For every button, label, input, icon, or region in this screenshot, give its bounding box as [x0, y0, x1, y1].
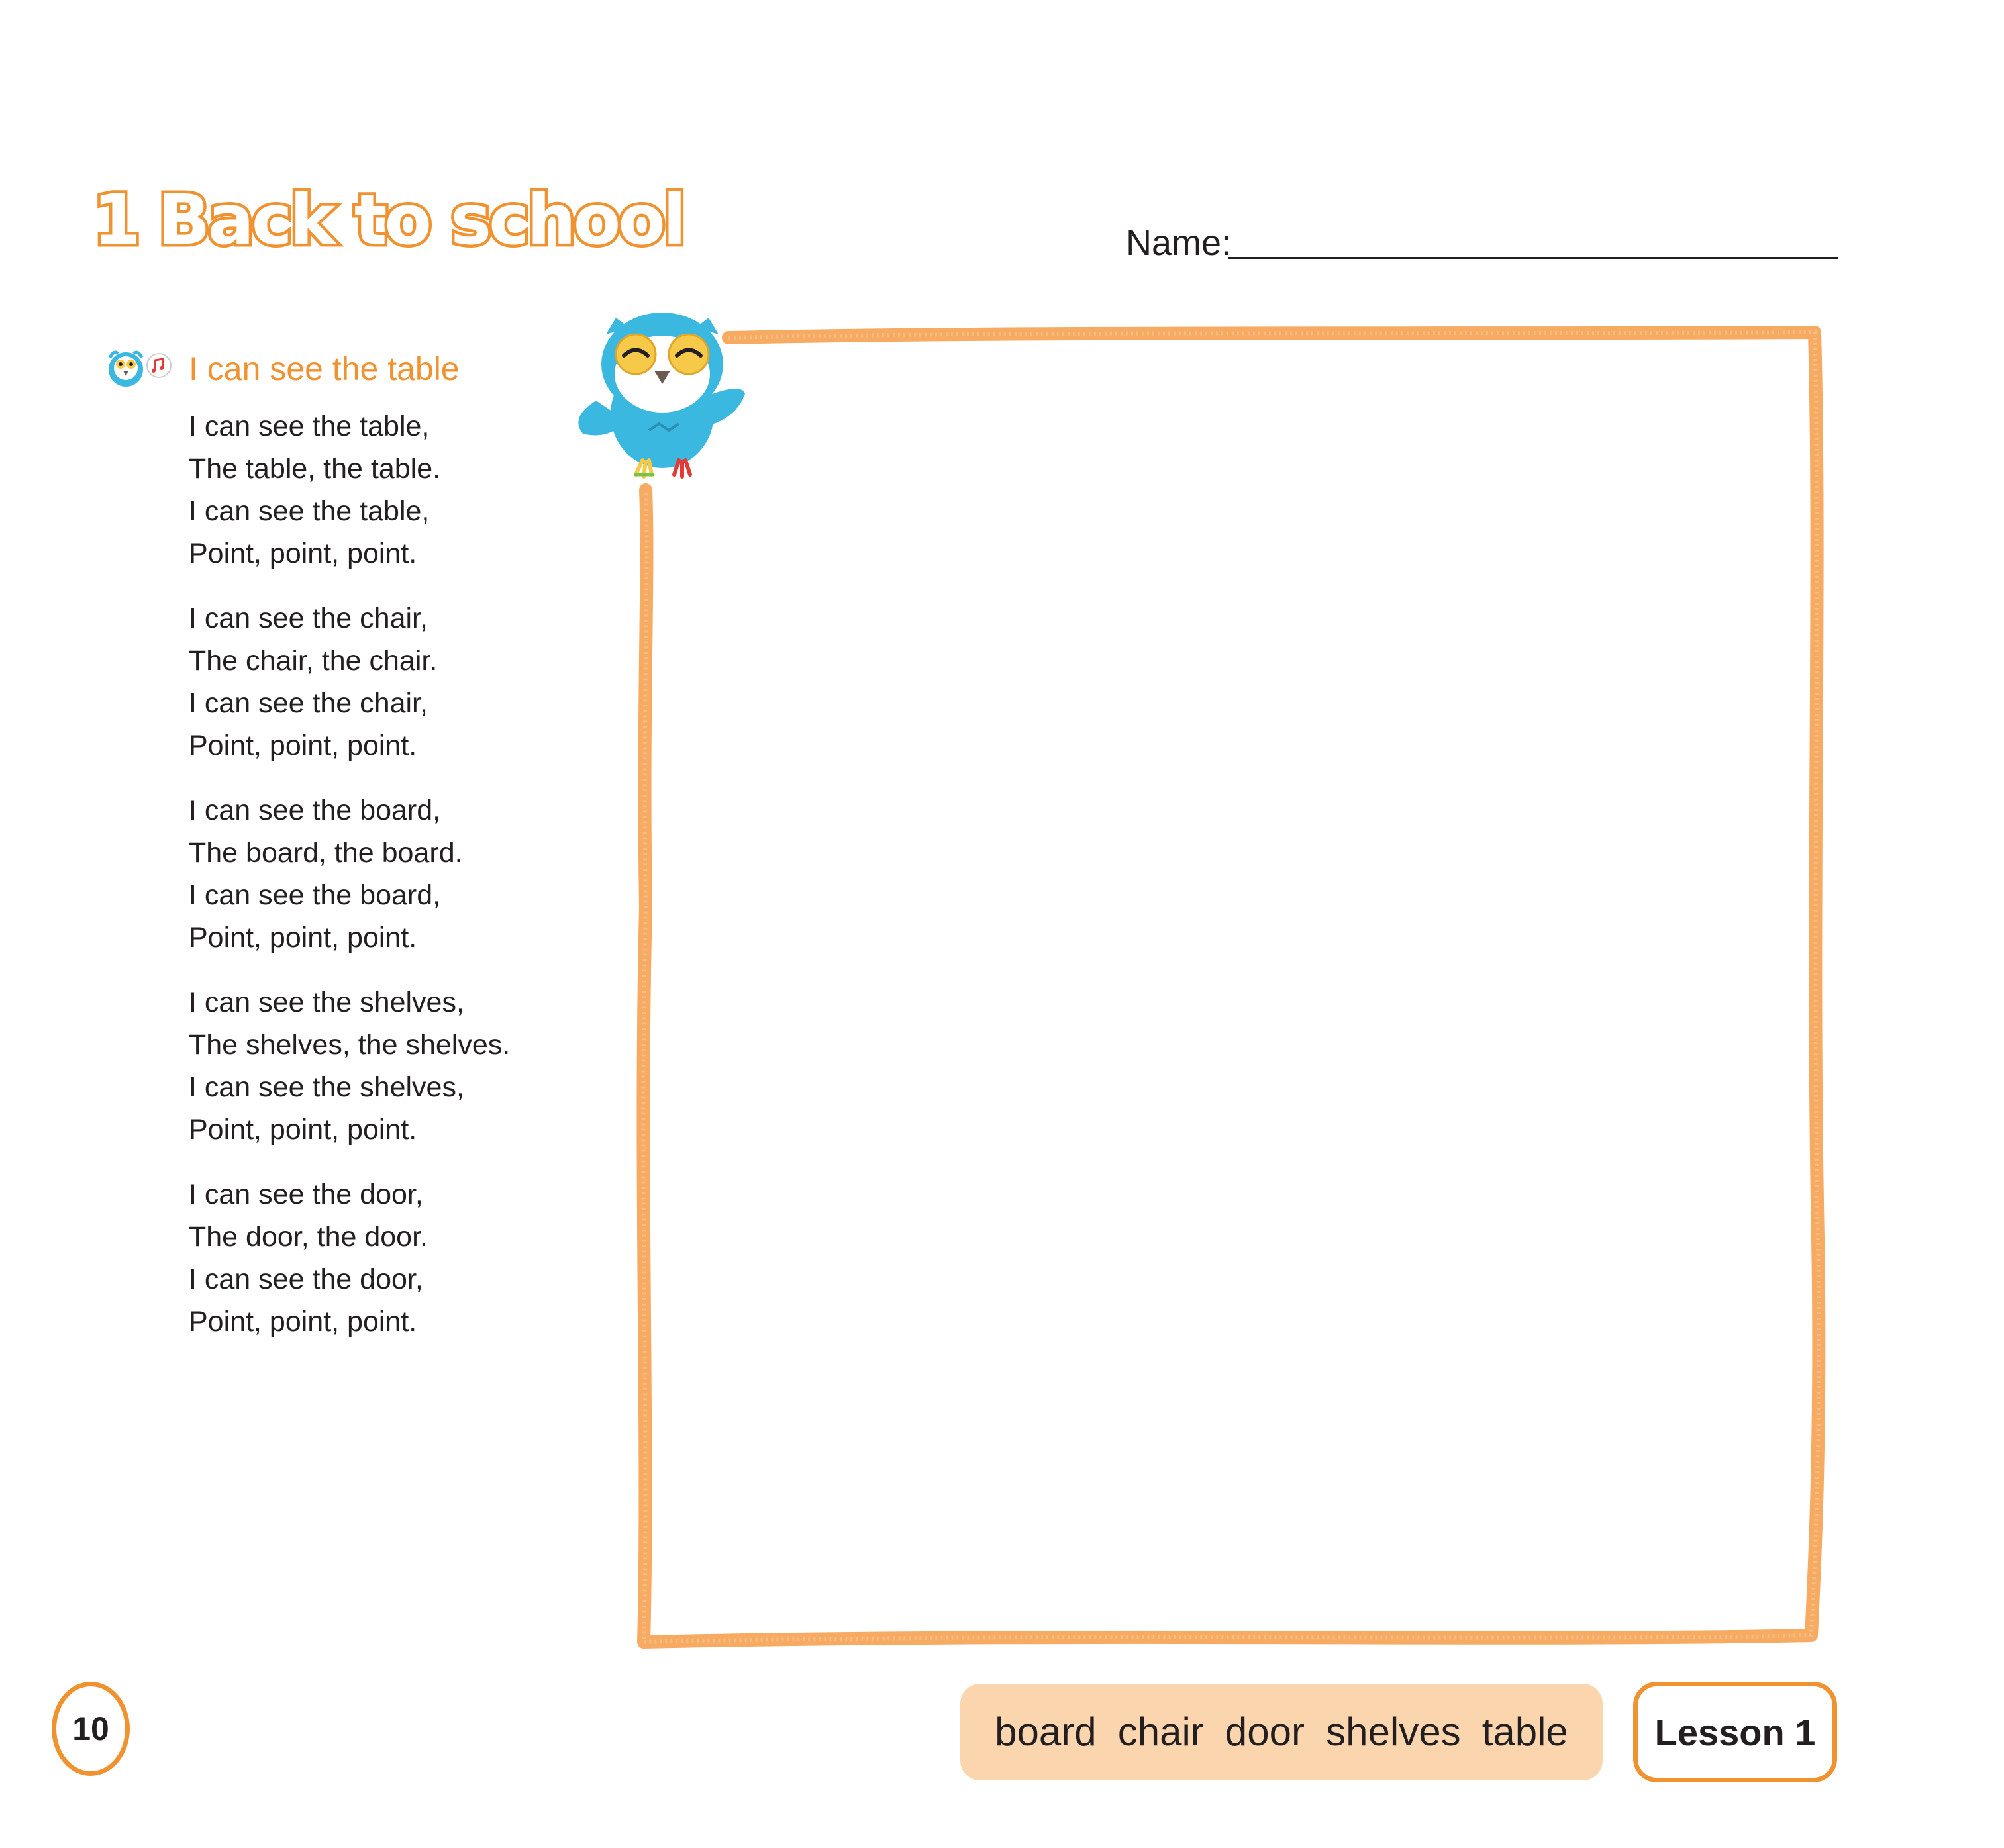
- lyric-line: The chair, the chair.: [189, 645, 438, 677]
- lyric-line: Point, point, point.: [189, 1114, 417, 1145]
- song-title: I can see the table: [189, 350, 460, 387]
- unit-number: 1: [93, 179, 138, 260]
- lyric-line: I can see the shelves,: [189, 987, 464, 1018]
- lyric-line: Point, point, point.: [189, 538, 417, 569]
- word-bank-item: board: [995, 1710, 1097, 1754]
- page-number: 10: [52, 1682, 130, 1776]
- lyric-line: I can see the door,: [189, 1179, 423, 1210]
- lesson-badge: Lesson 1: [1633, 1682, 1837, 1782]
- song-lyrics: [189, 405, 652, 1365]
- lyric-line: I can see the shelves,: [189, 1071, 464, 1103]
- lyric-line: The shelves, the shelves.: [189, 1029, 511, 1061]
- word-bank-item: table: [1481, 1710, 1568, 1754]
- lyric-line: I can see the table,: [189, 411, 430, 442]
- lyric-line: Point, point, point.: [189, 922, 417, 953]
- lyric-line: The door, the door.: [189, 1221, 428, 1253]
- unit-title-text: Back to school: [158, 179, 684, 260]
- owl-music-icon: [98, 331, 177, 391]
- lyric-line: I can see the table,: [189, 495, 430, 527]
- name-label: Name:: [1126, 223, 1232, 263]
- name-field-line[interactable]: [1228, 257, 1838, 259]
- lyric-line: I can see the chair,: [189, 687, 428, 719]
- lyric-line: I can see the board,: [189, 879, 441, 911]
- word-bank-item: door: [1225, 1710, 1305, 1754]
- stanza: [189, 1173, 652, 1343]
- lyric-line: I can see the chair,: [189, 603, 428, 634]
- stanza: [189, 981, 652, 1151]
- stanza: [189, 597, 652, 767]
- lyric-line: The table, the table.: [189, 453, 441, 485]
- word-bank: [960, 1684, 1603, 1780]
- drawing-area[interactable]: [629, 311, 1848, 1662]
- unit-title: [93, 179, 684, 260]
- lyric-line: The board, the board.: [189, 837, 463, 869]
- owl-character-icon: [570, 301, 755, 480]
- lyric-line: Point, point, point.: [189, 1306, 417, 1337]
- word-bank-item: shelves: [1326, 1710, 1461, 1754]
- word-bank-item: chair: [1117, 1710, 1204, 1754]
- lyric-line: I can see the door,: [189, 1263, 423, 1295]
- lyric-line: I can see the board,: [189, 795, 441, 826]
- stanza: [189, 789, 652, 959]
- lyric-line: Point, point, point.: [189, 730, 417, 761]
